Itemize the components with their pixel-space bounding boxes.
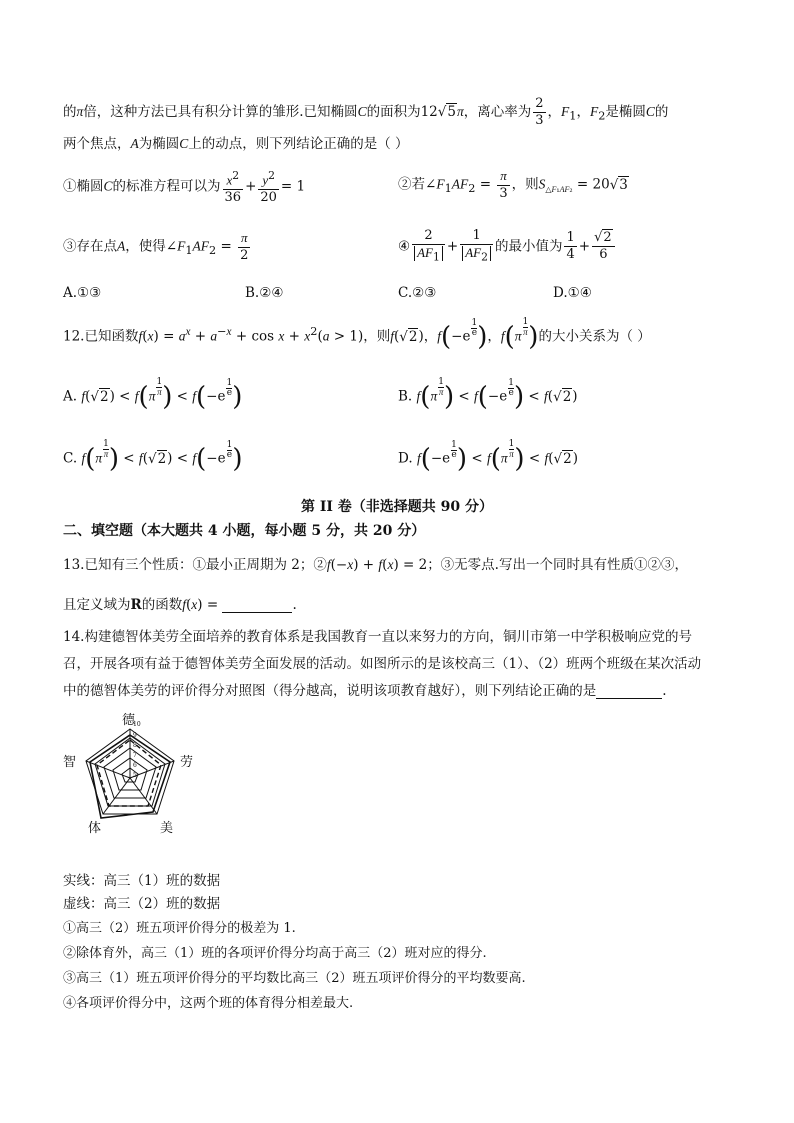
q12-choice-a[interactable]: A. f(√2) < f(π $\frac{1}{\pi}$ ) < f(−e $\frac{1}{e}$ ) [63, 377, 243, 412]
q11-option-4: ④ $\frac{2}{AF_1}$ + $\frac{1}{AF_2}$ 的最小值为 $\frac{1}{4}$ + $\frac{√2}{6}$ [398, 228, 617, 266]
q11-option-2: ②若$\angle F_1AF_2$ = $\frac{\pi}{3}$ ，则$S_{\triangle F_1AF_2} = 20√3$ [398, 168, 628, 201]
radar-tick-5: 5 [133, 772, 137, 779]
q12-choice-b[interactable]: B. f(π $\frac{1}{\pi}$ ) < f(−e $\frac{1}{e}$ ) < f(√2) [398, 377, 578, 412]
radar-tick-6: 6 [133, 762, 137, 769]
q14-line2: 召，开展各项有益于德智体美劳全面发展的活动。如图所示的是该校高三（1）、（2）班两个班级在某次活动 [63, 656, 702, 672]
q11-choice-a[interactable]: A.①③ [63, 285, 102, 301]
q11-choice-c[interactable]: C.②③ [398, 285, 437, 301]
legend-dashed: 虚线：高三（2）班的数据 [63, 896, 221, 912]
radar-tick-7: 7 [133, 752, 137, 759]
fill-in-heading: 二、填空题（本大题共 4 小题，每小题 5 分，共 20 分） [63, 523, 426, 539]
radar-label-ti: 体 [88, 821, 102, 836]
radar-tick-9: 9 [133, 732, 137, 739]
q14-statement-4: ④各项评价得分中，这两个班的体育得分相差最大. [63, 996, 354, 1011]
radar-label-lao: 劳 [180, 755, 194, 770]
q13-line2: 且定义域为R的函数f(x) = . [63, 597, 297, 613]
radar-label-de: 德 [122, 713, 136, 728]
q14-line1: 14.构建德智体美劳全面培养的教育体系是我国教育一直以来努力的方向，铜川市第一中学积极响应党的号 [63, 629, 692, 645]
q14-line3: 中的德智体美劳的评价得分对照图（得分越高，说明该项教育越好），则下列结论正确的是 . [63, 683, 667, 699]
radar-tick-10: 10 [133, 721, 141, 728]
q14-statement-1: ①高三（2）班五项评价得分的极差为 1. [63, 921, 296, 936]
q14-answer-blank[interactable] [596, 698, 662, 699]
q12-choice-c[interactable]: C. f(π $\frac{1}{\pi}$ ) < f(√2) < f(−e $\frac{1}{e}$ ) [63, 439, 243, 474]
q12-choice-d[interactable]: D. f(−e $\frac{1}{e}$ ) < f(π $\frac{1}{\pi}$ ) < f(√2) [398, 439, 578, 474]
radar-grid [86, 729, 174, 814]
radar-label-mei: 美 [160, 821, 174, 836]
legend-solid: 实线：高三（1）班的数据 [63, 873, 221, 889]
eccentricity-fraction: $\frac{2}{3}$ [535, 96, 544, 128]
q14-statement-2: ②除体育外，高三（1）班的各项评价得分均高于高三（2）班对应的得分. [63, 946, 487, 961]
q11-option-1: ①椭圆C的标准方程可以为 $\frac{x^2}{36}$ + $\frac{y^2}{20}$ = 1 [63, 169, 306, 206]
section-2-title: 第 II 卷（非选择题共 90 分） [300, 499, 494, 515]
q14-statement-3: ③高三（1）班五项评价得分的平均数比高三（2）班五项评价得分的平均数要高. [63, 971, 526, 986]
q11-option-3: ③存在点A，使得$\angle F_1AF_2$ = $\frac{\pi}{2}$ [63, 230, 249, 263]
q11-line2: 两个焦点，A为椭圆C上的动点，则下列结论正确的是（ ） [63, 136, 409, 152]
radar-chart [60, 708, 220, 856]
q11-choice-d[interactable]: D.①④ [553, 285, 592, 301]
radar-tick-8: 8 [133, 742, 137, 749]
q11-choice-b[interactable]: B.②④ [245, 285, 284, 301]
radar-label-zhi: 智 [63, 755, 77, 770]
q13-answer-blank[interactable] [222, 612, 292, 613]
q12-stem: 12.已知函数$f(x) = a^x + a^{-x} + \cos x + x^2(a > 1)$，则f(√2)，f(−e $\frac{1}{e}$ )，f(π $\frac{1}{\pi}$ )的大小关系为（ ） [63, 317, 651, 352]
q13-line1: 13.已知有三个性质：①最小正周期为 2；②f(−x) + f(x) = 2；③无零点.写出一个同时具有性质①②③， [63, 557, 688, 573]
q11-line1: 的π倍，这种方法已具有积分计算的雏形.已知椭圆C的面积为12√5π，离心率为 $\frac{2}{3}$ ，$F_1$，$F_2$是椭圆C的 [63, 96, 669, 128]
